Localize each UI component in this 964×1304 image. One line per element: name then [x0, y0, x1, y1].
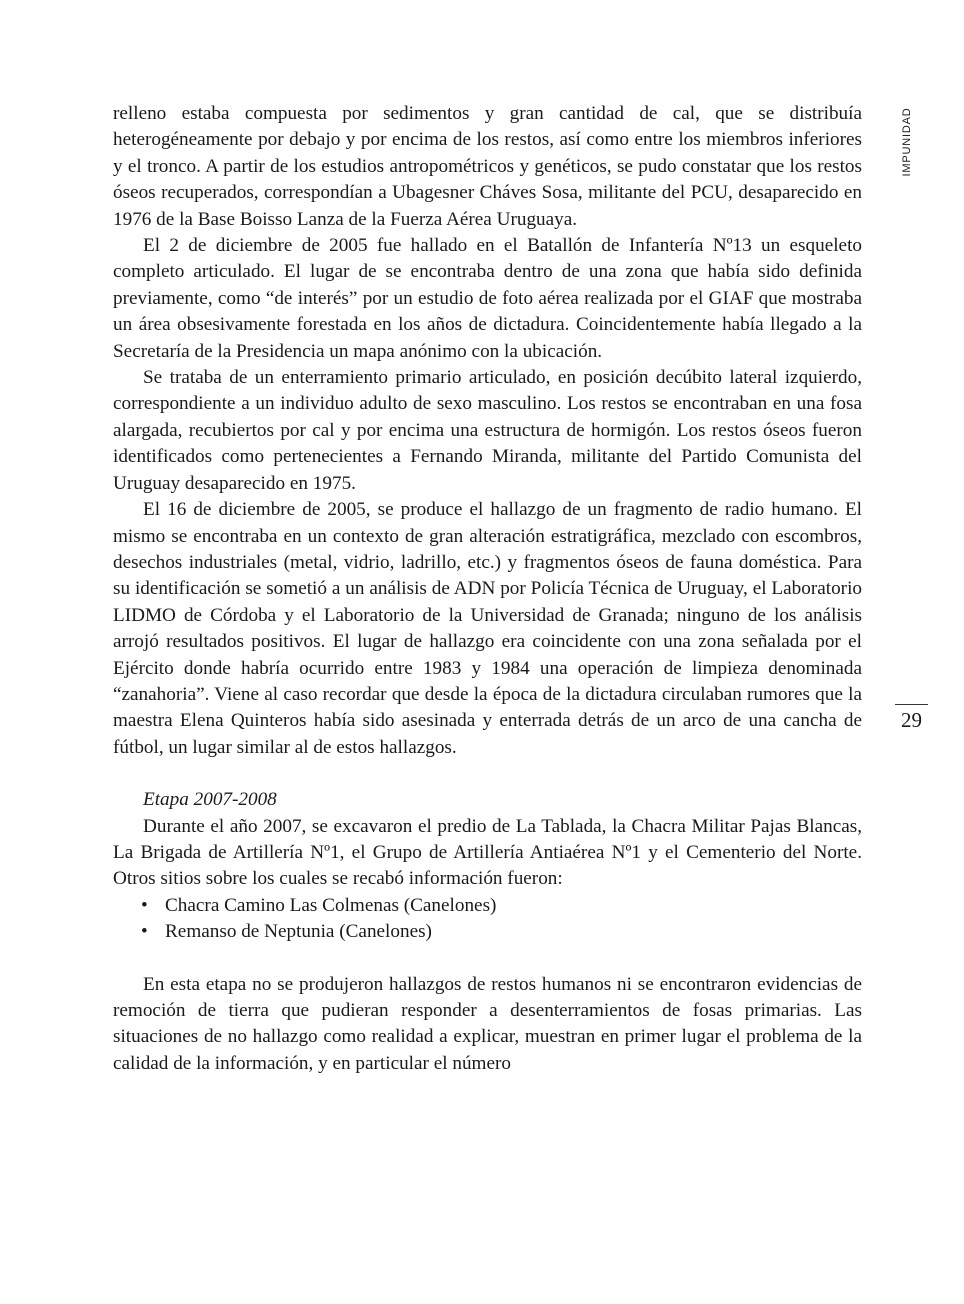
running-head-text: IMPUNIDAD [901, 107, 913, 177]
list-item-text: Remanso de Neptunia (Canelones) [165, 921, 432, 943]
paragraph-5: Durante el año 2007, se excavaron el predio de La Tablada, la Chacra Militar Pajas Blancas, La Brigada de Artillería Nº1, el Grupo de Artillería Antiaérea Nº1 y el Cementerio del Norte. Otros sitios sobre los cuales se recabó información fueron: [113, 815, 862, 890]
paragraph-3: Se trataba de un enterramiento primario articulado, en posición decúbito lateral izquierdo, correspondiente a un individuo adulto de sexo masculino. Los restos se encontraban en una fosa alargada, recubiertos por cal y por encima una estructura de hormigón. Los restos óseos fueron identificados como pertenecientes a Fernando Miranda, militante del Partido Comunista del Uruguay desaparecido en 1975. [113, 367, 862, 494]
list-item [113, 919, 862, 945]
page-number-rule [895, 704, 928, 705]
paragraph-2: El 2 de diciembre de 2005 fue hallado en el Batallón de Infantería Nº13 un esqueleto completo articulado. El lugar de se encontraba dentro de una zona que había sido definida previamente, como “de interés” por un estudio de foto aérea realizada por el GIAF que mostraba un área obsesivamente forestada en los años de dictadura. Coincidentemente había llegado a la Secretaría de la Presidencia un mapa anónimo con la ubicación. [113, 235, 862, 362]
bullet-marker: • [141, 894, 148, 916]
paragraph-1: relleno estaba compuesta por sedimentos y gran cantidad de cal, que se distribuía heterogéneamente por debajo y por encima de los restos, así como entre los miembros inferiores y el tronco. A partir de los estudios antropométricos y genéticos, se pudo constatar que los restos óseos recuperados, correspondían a Ubagesner Cháves Sosa, militante del PCU, desaparecido en 1976 de la Base Boisso Lanza de la Fuerza Aérea Uruguaya. [113, 103, 862, 230]
bullet-marker: • [141, 921, 148, 943]
list-item-text: Chacra Camino Las Colmenas (Canelones) [165, 894, 497, 916]
body-text [113, 101, 862, 1077]
running-head [896, 102, 918, 182]
spacer [113, 946, 862, 972]
paragraph-6: En esta etapa no se produjeron hallazgos de restos humanos ni se encontraron evidencias de remoción de tierra que pudieran responder a desenterramientos de fosas primarias. Las situaciones de no hallazgo como realidad a explicar, muestran en primer lugar el problema de la calidad de la información, y en particular el número [113, 973, 862, 1074]
spacer [113, 761, 862, 787]
section-heading: Etapa 2007-2008 [143, 789, 277, 811]
page-number: 29 [901, 708, 922, 732]
paragraph-4: El 16 de diciembre de 2005, se produce el hallazgo de un fragmento de radio humano. El mismo se encontraba en un contexto de gran alteración estratigráfica, mezclado con escombros, desechos industriales (metal, vidrio, ladrillo, etc.) y fragmentos óseos de fauna doméstica. Para su identificación se sometió a un análisis de ADN por Policía Técnica de Uruguay, el Laboratorio LIDMO de Córdoba y el Laboratorio de la Universidad de Granada; ninguno de los análisis arrojó resultados positivos. El lugar de hallazgo era coincidente con una zona señalada por el Ejército donde habría ocurrido entre 1983 y 1984 una operación de limpieza denominada “zanahoria”. Viene al caso recordar que desde la época de la dictadura circulaban rumores que la maestra Elena Quinteros había sido asesinada y enterrada detrás de un arco de una cancha de fútbol, un lugar similar al de estos hallazgos. [113, 499, 862, 758]
list-item [113, 893, 862, 919]
site-list [113, 893, 862, 946]
